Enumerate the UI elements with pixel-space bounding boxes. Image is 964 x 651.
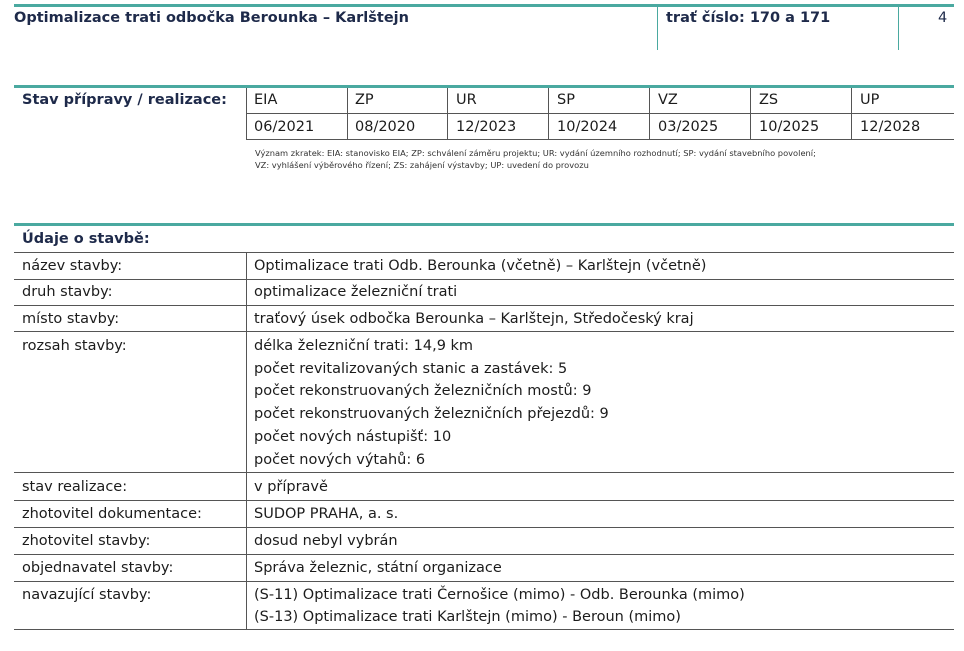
status-bottom-line <box>246 139 954 140</box>
row-divider <box>14 554 954 555</box>
abbreviation-legend <box>255 147 955 171</box>
status-date-vz: 03/2025 <box>658 119 719 135</box>
value-stav: v přípravě <box>254 479 328 495</box>
status-code-ur: UR <box>456 92 477 108</box>
legend-line-2: VZ: vyhlášení výběrového řízení; ZS: zahájení výstavby; UP: uvedení do provozu <box>255 160 589 170</box>
label-navazujici: navazující stavby: <box>22 587 152 603</box>
status-code-up: UP <box>860 92 880 108</box>
row-divider <box>14 527 954 528</box>
value-misto: traťový úsek odbočka Berounka – Karlštejn, Středočeský kraj <box>254 311 694 327</box>
row-divider <box>14 629 954 630</box>
value-zhotovitel-dokumentace: SUDOP PRAHA, a. s. <box>254 506 399 522</box>
value-zhotovitel-stavby: dosud nebyl vybrán <box>254 533 398 549</box>
status-code-zp: ZP <box>355 92 374 108</box>
status-date-zs: 10/2025 <box>759 119 820 135</box>
building-section-title: Údaje o stavbě: <box>22 231 150 247</box>
status-col-line <box>548 88 549 140</box>
value-rozsah-line: počet nových nástupišť: 10 <box>254 429 452 445</box>
column-divider <box>246 252 247 629</box>
status-col-line <box>347 88 348 140</box>
row-divider <box>14 500 954 501</box>
status-col-line <box>851 88 852 140</box>
status-row-divider <box>246 113 954 114</box>
row-divider <box>14 581 954 582</box>
label-objednavatel: objednavatel stavby: <box>22 560 174 576</box>
value-rozsah-line: počet nových výtahů: 6 <box>254 452 426 468</box>
document-title: Optimalizace trati odbočka Berounka – Karlštejn <box>14 10 409 26</box>
row-divider <box>14 252 954 253</box>
value-rozsah-line: počet revitalizovaných stanic a zastávek: 5 <box>254 361 568 377</box>
row-divider <box>14 305 954 306</box>
page-number: 4 <box>938 10 948 26</box>
status-date-sp: 10/2024 <box>557 119 618 135</box>
value-objednavatel: Správa železnic, státní organizace <box>254 560 502 576</box>
status-col-line <box>246 88 247 140</box>
track-number: trať číslo: 170 a 171 <box>666 10 831 26</box>
status-col-line <box>447 88 448 140</box>
status-top-rule <box>14 85 954 88</box>
status-date-up: 12/2028 <box>860 119 921 135</box>
row-divider <box>14 279 954 280</box>
building-top-rule <box>14 223 954 226</box>
label-druh: druh stavby: <box>22 284 113 300</box>
value-navazujici-line: (S-13) Optimalizace trati Karlštejn (mimo) - Beroun (mimo) <box>254 609 681 625</box>
value-nazev: Optimalizace trati Odb. Berounka (včetně) – Karlštejn (včetně) <box>254 258 707 274</box>
value-navazujici-line: (S-11) Optimalizace trati Černošice (mimo) - Odb. Berounka (mimo) <box>254 587 745 603</box>
row-divider <box>14 472 954 473</box>
value-rozsah-line: délka železniční trati: 14,9 km <box>254 338 474 354</box>
status-col-line <box>649 88 650 140</box>
label-zhotovitel-stavby: zhotovitel stavby: <box>22 533 151 549</box>
status-date-zp: 08/2020 <box>355 119 416 135</box>
legend-line-1: Význam zkratek: EIA: stanovisko EIA; ZP: schválení záměru projektu; UR: vydání územního rozhodnutí; SP: vydání stavebního povolení; <box>255 148 816 158</box>
value-rozsah-line: počet rekonstruovaných železničních mostů: 9 <box>254 383 592 399</box>
status-label: Stav přípravy / realizace: <box>22 92 227 108</box>
header-divider-1 <box>657 7 658 50</box>
header-divider-2 <box>898 7 899 50</box>
status-code-zs: ZS <box>759 92 779 108</box>
status-date-ur: 12/2023 <box>456 119 517 135</box>
label-rozsah: rozsah stavby: <box>22 338 127 354</box>
label-zhotovitel-dokumentace: zhotovitel dokumentace: <box>22 506 202 522</box>
status-date-eia: 06/2021 <box>254 119 315 135</box>
label-stav: stav realizace: <box>22 479 128 495</box>
status-code-vz: VZ <box>658 92 678 108</box>
row-divider <box>14 331 954 332</box>
status-code-eia: EIA <box>254 92 278 108</box>
status-col-line <box>750 88 751 140</box>
value-druh: optimalizace železniční trati <box>254 284 458 300</box>
value-rozsah-line: počet rekonstruovaných železničních přejezdů: 9 <box>254 406 609 422</box>
label-nazev: název stavby: <box>22 258 123 274</box>
status-code-sp: SP <box>557 92 575 108</box>
header-top-rule <box>14 4 954 7</box>
label-misto: místo stavby: <box>22 311 120 327</box>
